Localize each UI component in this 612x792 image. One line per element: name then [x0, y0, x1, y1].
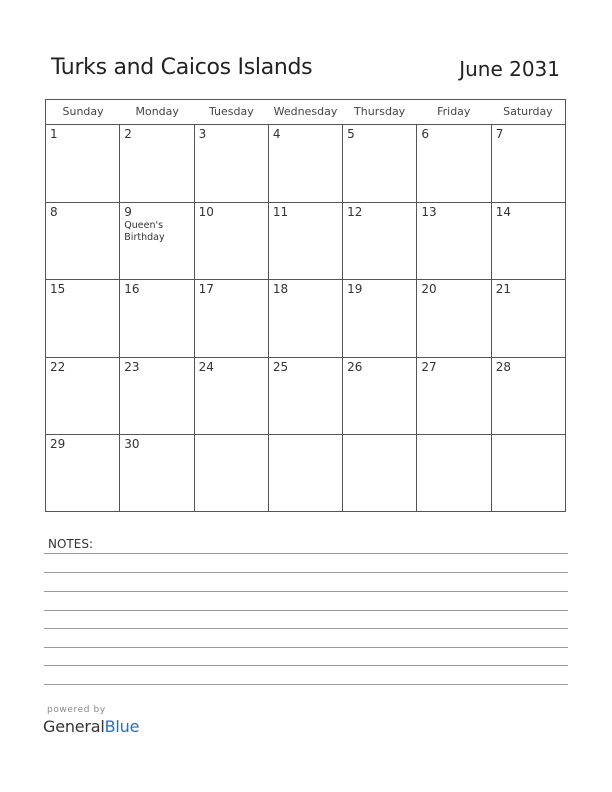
day-number: 11: [272, 204, 289, 219]
day-cell: [343, 280, 417, 357]
day-cell: [343, 125, 417, 202]
weekday-label: Monday: [135, 105, 179, 118]
month-label: June 2031: [459, 57, 560, 81]
day-cell: [120, 203, 194, 280]
day-number: 17: [198, 282, 214, 297]
day-cell: [46, 125, 120, 202]
notes-label: NOTES:: [48, 537, 93, 551]
day-number: 15: [50, 282, 66, 297]
day-cell: [343, 358, 417, 435]
day-cell: [269, 203, 343, 280]
day-cell: [417, 358, 491, 435]
day-cell: [343, 435, 417, 512]
day-number: 22: [50, 359, 66, 374]
day-number: 21: [495, 282, 511, 297]
weekday-header: [46, 100, 565, 125]
day-number: 14: [495, 204, 511, 219]
day-number: 20: [421, 282, 437, 297]
day-cell: [46, 358, 120, 435]
day-cell: [120, 358, 194, 435]
day-cell: [417, 125, 491, 202]
day-number: 6: [421, 127, 430, 141]
day-cell: [120, 280, 194, 357]
week-row: [46, 435, 565, 512]
day-number: 25: [272, 359, 289, 374]
day-number: 2: [124, 127, 132, 141]
day-number: 30: [124, 437, 140, 452]
day-cell: [46, 280, 120, 357]
page-title: Turks and Caicos Islands: [51, 55, 313, 80]
day-cell: [195, 435, 269, 512]
day-cell: [492, 203, 565, 280]
note-line: [44, 665, 568, 666]
weekday-label: Thursday: [354, 105, 406, 118]
day-cell: [269, 280, 343, 357]
day-number: 18: [272, 282, 289, 297]
note-line: [44, 647, 568, 648]
day-cell: [195, 203, 269, 280]
day-number: 16: [124, 282, 140, 297]
day-number: 1: [50, 127, 58, 141]
weekday-label: Friday: [437, 105, 471, 118]
powered-by-text: powered by: [47, 705, 106, 715]
day-cell: [492, 435, 565, 512]
day-number: 10: [198, 204, 214, 219]
day-number: 28: [495, 359, 511, 374]
note-line: [44, 684, 568, 685]
day-number: 26: [347, 359, 363, 374]
day-cell: [343, 203, 417, 280]
day-cell: [417, 203, 491, 280]
week-row: [46, 203, 565, 281]
day-number: 13: [421, 204, 437, 219]
day-cell: [492, 125, 565, 202]
day-number: 12: [347, 204, 363, 219]
note-line: [44, 610, 568, 611]
brand-general: General: [43, 717, 105, 736]
note-line: [44, 628, 568, 629]
day-number: 23: [124, 359, 140, 374]
day-cell: [195, 125, 269, 202]
day-cell: [417, 280, 491, 357]
holiday-label: Queen's Birthday: [124, 219, 165, 243]
weekday-label: Saturday: [503, 105, 553, 118]
day-number: 5: [347, 127, 355, 141]
day-cell: [269, 125, 343, 202]
day-cell: [492, 280, 565, 357]
day-number: 4: [272, 127, 281, 141]
week-row: [46, 358, 565, 436]
day-number: 8: [50, 204, 58, 219]
generalblue-logo: [43, 717, 139, 736]
day-cell: [46, 435, 120, 512]
day-number: 19: [347, 282, 363, 297]
day-cell: [269, 358, 343, 435]
day-number: 27: [421, 359, 437, 374]
weeks-container: [46, 125, 565, 512]
day-number: 3: [198, 127, 207, 141]
day-number: 9: [124, 204, 132, 219]
note-line: [44, 553, 568, 554]
day-cell: [269, 435, 343, 512]
day-cell: [120, 435, 194, 512]
weekday-label: Tuesday: [208, 105, 254, 118]
day-number: 7: [495, 127, 504, 141]
note-line: [44, 572, 568, 573]
day-cell: [46, 203, 120, 280]
weekday-label: Wednesday: [273, 105, 338, 118]
week-row: [46, 280, 565, 358]
brand-blue: Blue: [104, 717, 140, 736]
day-cell: [120, 125, 194, 202]
note-line: [44, 591, 568, 592]
weekday-label: Sunday: [62, 105, 104, 118]
day-cell: [492, 358, 565, 435]
day-number: 24: [198, 359, 214, 374]
day-cell: [195, 358, 269, 435]
calendar-grid: [45, 99, 566, 512]
week-row: [46, 125, 565, 203]
day-number: 29: [50, 437, 66, 452]
day-cell: [417, 435, 491, 512]
day-cell: [195, 280, 269, 357]
